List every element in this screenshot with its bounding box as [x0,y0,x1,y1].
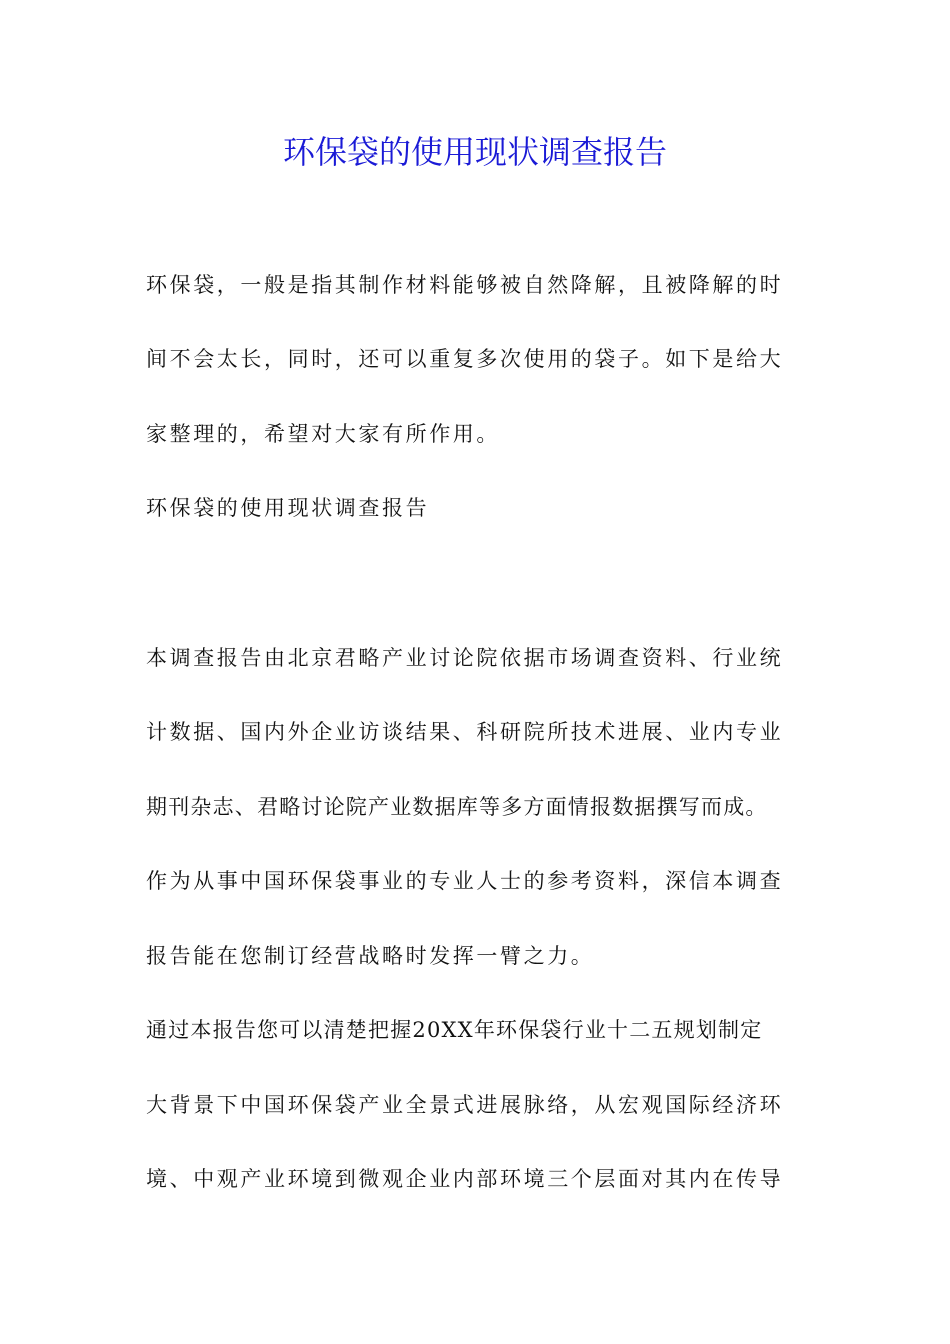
paragraph-line: 通过本报告您可以清楚把握20XX年环保袋行业十二五规划制定 [146,1018,763,1042]
paragraph-line: 期刊杂志、君略讨论院产业数据库等多方面情报数据撰写而成。 [146,795,768,819]
paragraph-line: 大背景下中国环保袋产业全景式进展脉络，从宏观国际经济环 [146,1093,784,1117]
paragraph-line: 间不会太长，同时，还可以重复多次使用的袋子。如下是给大 [146,347,784,371]
section-heading: 环保袋的使用现状调查报告 [146,496,430,520]
paragraph-line: 本调查报告由北京君略产业讨论院依据市场调查资料、行业统 [146,646,784,670]
paragraph-line: 境、中观产业环境到微观企业内部环境三个层面对其内在传导 [146,1167,784,1191]
paragraph-line: 报告能在您制订经营战略时发挥一臂之力。 [146,944,595,968]
paragraph-line: 环保袋，一般是指其制作材料能够被自然降解，且被降解的时 [146,273,784,297]
paragraph-line: 家整理的，希望对大家有所作用。 [146,422,500,446]
document-title: 环保袋的使用现状调查报告 [282,133,667,171]
paragraph-line: 作为从事中国环保袋事业的专业人士的参考资料，深信本调查 [146,869,784,893]
paragraph-line: 计数据、国内外企业访谈结果、科研院所技术进展、业内专业 [146,720,784,744]
